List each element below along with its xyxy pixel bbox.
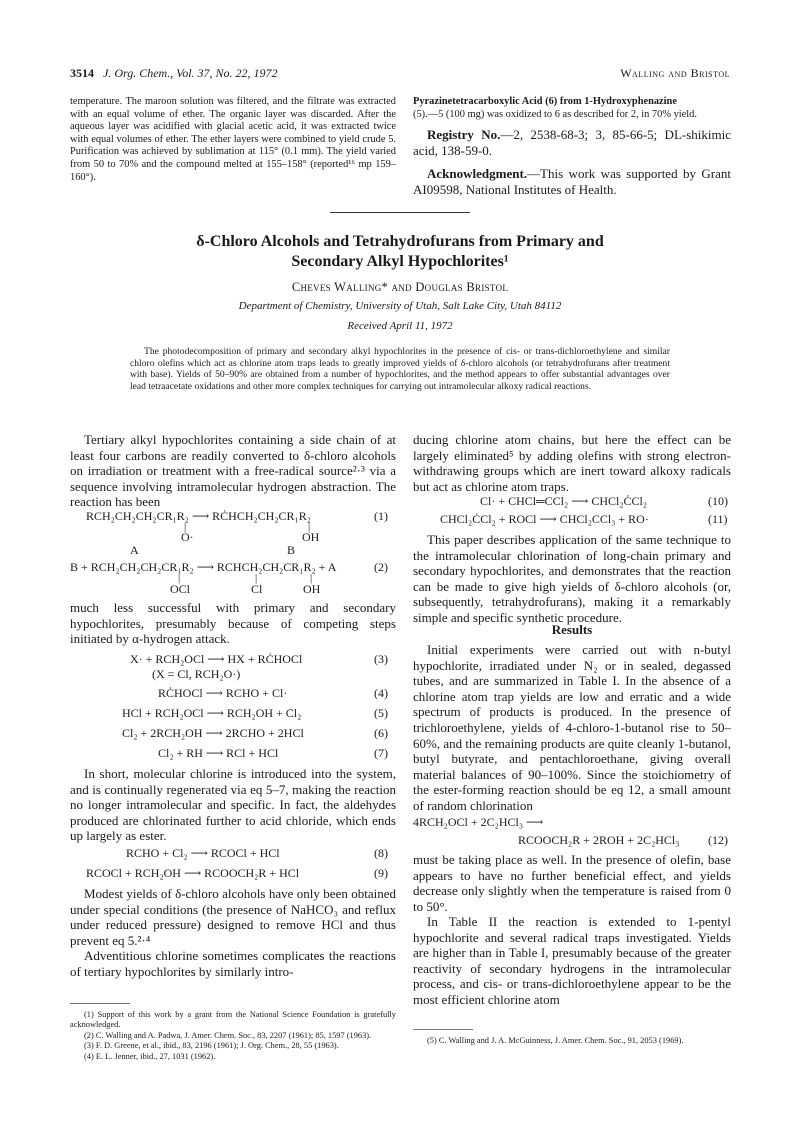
- eq1-bond2: |: [308, 521, 311, 533]
- equation-8: RCHO + Cl₂ ⟶ RCOCl + HCl: [126, 846, 280, 860]
- right-para-3: Initial experiments were carried out with n-butyl hypochlorite, irradiated under N₂ or in sealed, degassed tubes, and are summarized in Table I. In the absence of a chlorine atom trap yields are low and erratic and a wide spectrum of products is produced. In the presence of trichloroethylene, yields of 4-chloro-1-butanol rise to 50–60%, and the remaining products are quite cleanly 1-butanol, butyl butyrate, and pentachloroethane, giving overall material balances of 90–100%. Since the stoichiometry of the ester-forming reaction should be eq 12, a small amount of random chlorination: [413, 642, 731, 813]
- eq1-oxygen: O·: [181, 530, 194, 544]
- equation-9-number: (9): [374, 866, 388, 880]
- pyrazine-heading: Pyrazinetetracarboxylic Acid (6) from 1-Hydroxyphenazine: [413, 96, 677, 107]
- label-b: B: [287, 543, 296, 557]
- eq2-ocl: OCl: [170, 582, 191, 596]
- equation-12-line2: RCOOCH₂R + 2ROH + 2C₂HCl₃: [518, 833, 680, 847]
- pyrazine-text: (5).—5 (100 mg) was oxidized to 6 as described for 2, in 70% yield.: [413, 108, 697, 120]
- left-footnotes: [70, 1010, 396, 1062]
- eq2-bond1: |: [178, 572, 181, 584]
- label-a: A: [130, 543, 139, 557]
- equation-3-note: (X = Cl, RCH₂O·): [152, 667, 241, 681]
- footnote-rule-left: [70, 1003, 130, 1004]
- registry-label: Registry No.: [427, 127, 501, 143]
- left-para-1: Tertiary alkyl hypochlorites containing a side chain of at least four carbons are readily converted to δ-chloro alcohols on irradiation or treatment with a free-radical source²·³ via a sequence involving intramolecular hydrogen abstraction. The reaction has been: [70, 432, 396, 510]
- equation-4: RĊHOCl ⟶ RCHO + Cl·: [158, 686, 288, 700]
- equation-10: Cl· + CHCl═CCl₂ ⟶ CHCl₂ĊCl₂: [480, 494, 648, 508]
- eq2-oh: OH: [303, 582, 321, 596]
- article-title-line2: Secondary Alkyl Hypochlorites¹: [291, 253, 509, 270]
- ack-label: Acknowledgment.: [427, 166, 528, 182]
- left-para-4: Modest yields of δ-chloro alcohols have only been obtained under special conditions (the presence of NaHCO₃ and reflux under reduced pressure) designed to remove HCl and thus prevent eq 5.²·⁴: [70, 886, 396, 948]
- eq2-cl: Cl: [251, 582, 263, 596]
- right-para-2: This paper describes application of the same technique to the intramolecular chlorination of long-chain primary and secondary hypochlorites, and demonstrates that the reaction can be made to give high yields of δ-chloro alcohols (or, subsequently, tetrahydrofurans), making it a remarkably simple and specific synthetic procedure.: [413, 532, 731, 625]
- acknowledgment-para: [413, 166, 731, 197]
- running-head-authors: Walling and Bristol: [620, 66, 730, 80]
- left-para-3: In short, molecular chlorine is introduced into the system, and is continually regenerated via eq 5–7, making the reaction no longer intramolecular and specific. In fact, the aldehydes produced are chlorinated further to acid chloride, which ends up largely as ester.: [70, 766, 396, 844]
- right-para-4: must be taking place as well. In the presence of olefin, base appears to have no further beneficial effect, and yields decrease only slightly when the temperature is raised from 0 to 50°.: [413, 852, 731, 914]
- right-para-5: In Table II the reaction is extended to 1-pentyl hypochlorite and several radical traps investigated. Yields are higher than in Table I, presumably because of the greater reactivity of secondary hydrogens in the intramolecular process, and cis- or trans-dichloroethylene appear to be the most efficient chlorine atom: [413, 914, 731, 1007]
- top-right-block: [413, 96, 731, 198]
- equation-11-number: (11): [708, 512, 728, 526]
- equation-10-number: (10): [708, 494, 728, 508]
- registry-text: —2, 2538-68-3; 3, 85-66-5; DL-shikimic acid, 138-59-0.: [413, 127, 731, 158]
- top-left-text: temperature. The maroon solution was filtered, and the filtrate was extracted with an equal volume of ether. The organic layer was discarded. After the aqueous layer was acidified with glacial acetic acid, it was extracted twice with equal volumes of ether. The ether layers were combined to yield crude 5. Purification was achieved by sublimation at 115° (0.1 mm). The yield varied from 50 to 70% and the compound melted at 155–158° (reported¹⁶ mp 159–160°).: [70, 96, 396, 183]
- eq2-bond3: |: [310, 572, 313, 584]
- equation-7-number: (7): [374, 746, 388, 760]
- footnote-rule-right: [413, 1029, 473, 1030]
- abstract: The photodecomposition of primary and secondary alkyl hypochlorites in the presence of cis- or trans-dichloroethylene and similar chloro olefins which act as chlorine atom traps leads to greatly improved yields of δ-chloro alcohols (or tetrahydrofurans after treatment with base). Yields of 50–90% are obtained from a number of hypochlorites, and the method appears to offer substantial advantages over lead tetraacetate oxidations and other more complex techniques for carrying out intramolecular alkoxy radical reactions.: [130, 346, 670, 392]
- affiliation: Department of Chemistry, University of Utah, Salt Lake City, Utah 84112: [238, 300, 562, 312]
- equation-5-number: (5): [374, 706, 388, 720]
- eq1-bond: |: [184, 521, 187, 533]
- left-para-2: much less successful with primary and secondary hypochlorites, presumably because of competing steps initiated by α-hydrogen attack.: [70, 600, 396, 647]
- footnote-3: (3) F. D. Greene, et al., ibid., 83, 2196 (1961); J. Org. Chem., 28, 55 (1963).: [84, 1041, 339, 1051]
- equation-3: X· + RCH₂OCl ⟶ HX + RĊHOCl: [130, 652, 303, 666]
- footnote-4: (4) E. L. Jenner, ibid., 27, 1031 (1962).: [84, 1051, 216, 1061]
- footnote-1: (1) Support of this work by a grant from the National Science Foundation is gratefully acknowledged.: [70, 1010, 396, 1030]
- right-para-1: ducing chlorine atom chains, but here the effect can be largely eliminated⁵ by adding olefins with strong electron-withdrawing groups which are inert toward alkoxy radicals but act as chlorine atom traps.: [413, 432, 731, 494]
- running-header: [70, 66, 278, 81]
- authors: Cheves Walling* and Douglas Bristol: [291, 280, 509, 294]
- equation-7: Cl₂ + RH ⟶ RCl + HCl: [158, 746, 279, 760]
- footnote-5: (5) C. Walling and J. A. McGuinness, J. Amer. Chem. Soc., 91, 2053 (1969).: [427, 1036, 684, 1045]
- left-para-5: Adventitious chlorine sometimes complicates the reactions of tertiary hypochlorites by similarly intro-: [70, 948, 396, 979]
- equation-6-number: (6): [374, 726, 388, 740]
- page-number: 3514: [70, 66, 94, 80]
- received-date: Received April 11, 1972: [347, 320, 453, 332]
- footnote-2: (2) C. Walling and A. Padwa, J. Amer. Chem. Soc., 83, 2207 (1961); 85, 1597 (1963).: [84, 1030, 372, 1040]
- equation-2-number: (2): [374, 560, 388, 574]
- equation-2: B + RCH₂CH₂CH₂CR₁R₂ ⟶ RCHCH₂CH₂CR₁R₂ + A: [70, 560, 337, 574]
- article-title-line1: δ-Chloro Alcohols and Tetrahydrofurans from Primary and: [196, 233, 604, 250]
- results-heading: Results: [551, 622, 593, 637]
- equation-11: CHCl₂ĊCl₂ + ROCl ⟶ CHCl₂CCl₃ + RO·: [440, 512, 649, 526]
- equation-8-number: (8): [374, 846, 388, 860]
- journal-citation: J. Org. Chem., Vol. 37, No. 22, 1972: [103, 66, 278, 80]
- ack-text: —This work was supported by Grant AI09598, National Institutes of Health.: [413, 166, 731, 197]
- equation-6: Cl₂ + 2RCH₂OH ⟶ 2RCHO + 2HCl: [122, 726, 304, 740]
- separator-rule: [330, 212, 470, 213]
- eq1-hydroxyl: OH: [302, 530, 320, 544]
- equation-12-number: (12): [708, 833, 728, 847]
- eq2-bond2: |: [255, 572, 258, 584]
- equation-12-line1: 4RCH₂OCl + 2C₂HCl₃ ⟶: [413, 815, 544, 829]
- equation-5: HCl + RCH₂OCl ⟶ RCH₂OH + Cl₂: [122, 706, 302, 720]
- equation-1: RCH₂CH₂CH₂CR₁R₂ ⟶ RĊHCH₂CH₂CR₁R₂: [86, 509, 311, 523]
- equation-4-number: (4): [374, 686, 388, 700]
- equation-3-number: (3): [374, 652, 388, 666]
- equation-9: RCOCl + RCH₂OH ⟶ RCOOCH₂R + HCl: [86, 866, 300, 880]
- registry-para: [413, 127, 731, 158]
- equation-1-number: (1): [374, 509, 388, 523]
